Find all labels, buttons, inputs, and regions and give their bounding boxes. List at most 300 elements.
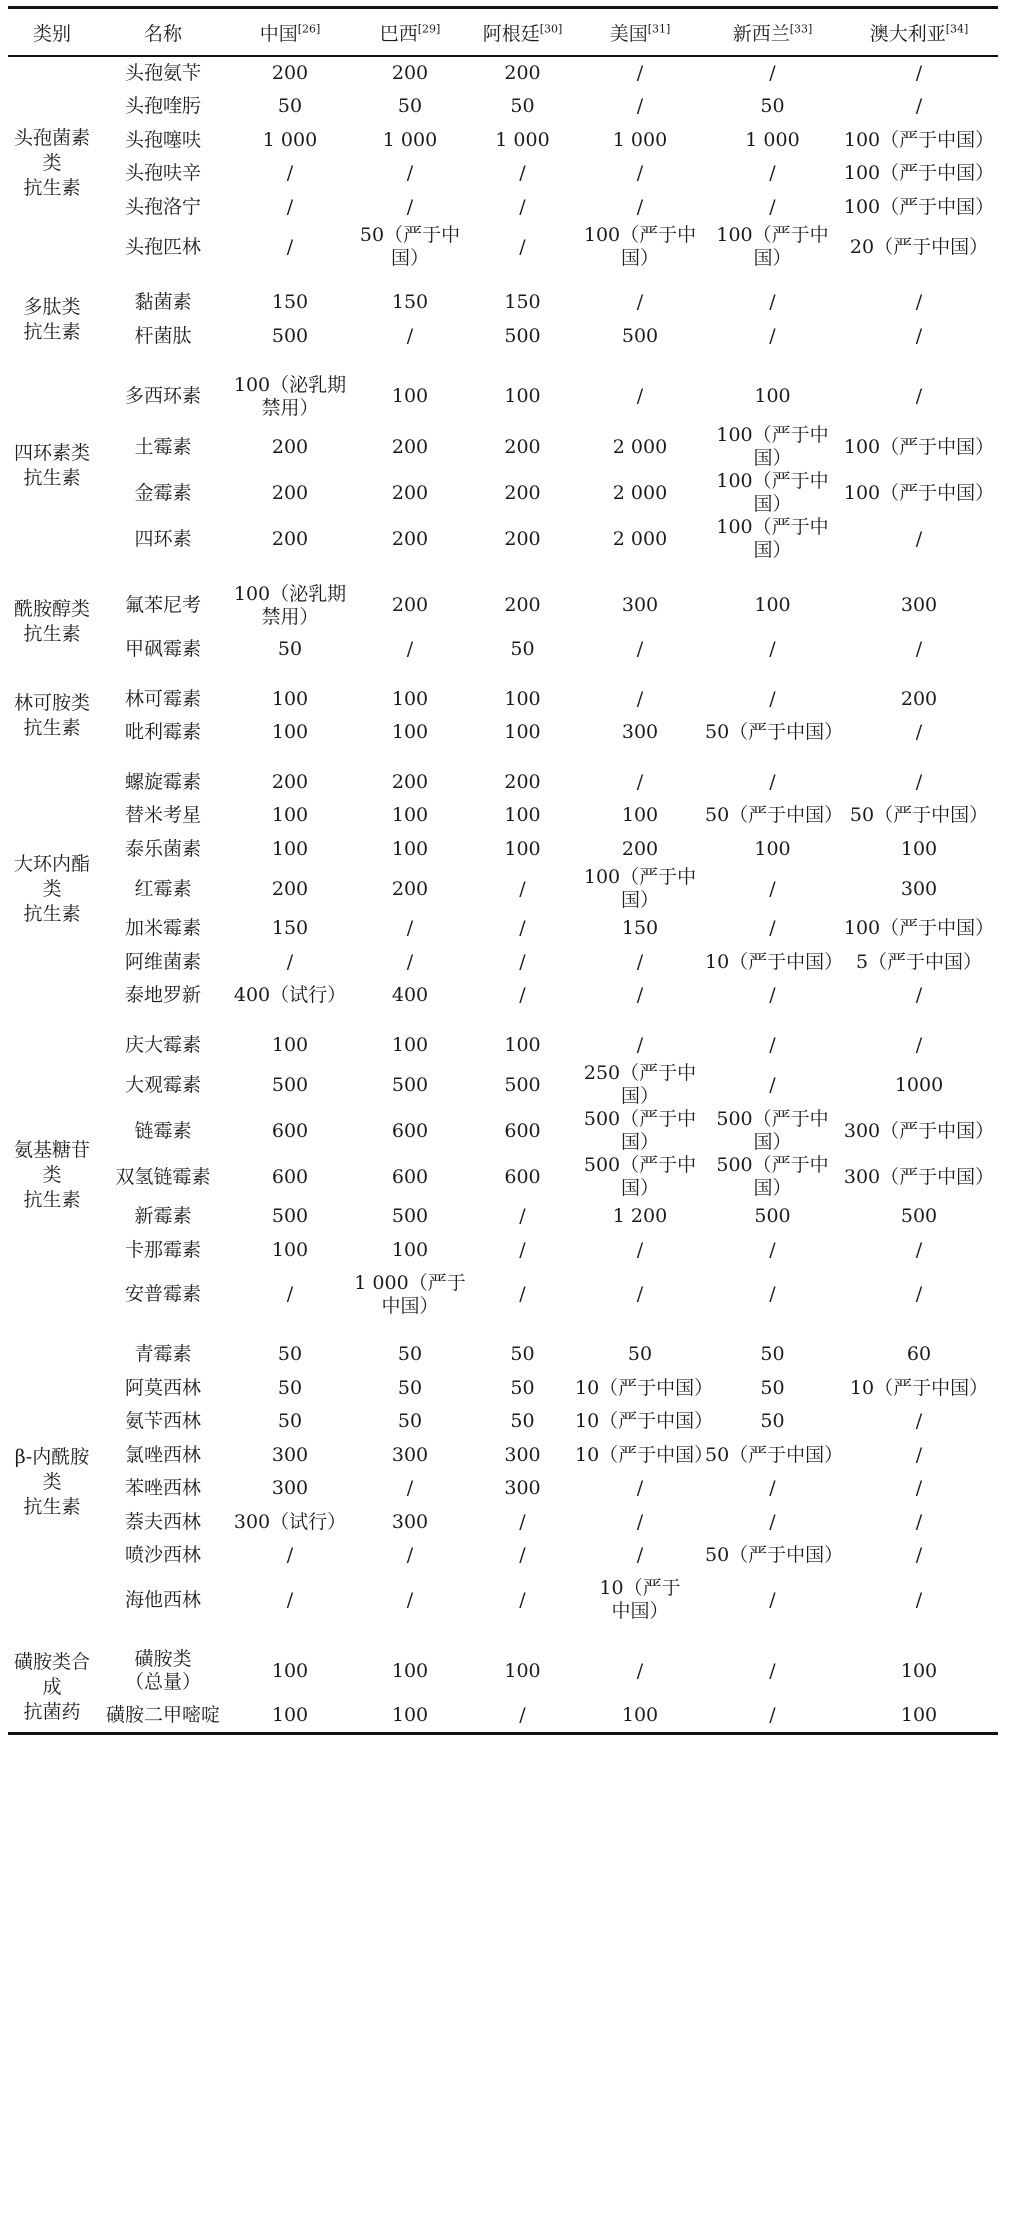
value-cell-new-zealand <box>705 320 840 354</box>
value-cell-argentina <box>470 157 575 191</box>
drug-name-cell <box>96 766 230 800</box>
value-cell-brazil <box>350 124 470 158</box>
drug-name-cell <box>96 799 230 833</box>
cell-text-line: / <box>406 950 414 973</box>
value-cell-new-zealand <box>705 1506 840 1540</box>
value-cell-brazil <box>350 320 470 354</box>
cell-text-line: 150 <box>271 917 309 940</box>
value-cell-brazil <box>350 1372 470 1406</box>
cell-text-line: 抗生素 <box>23 717 81 739</box>
citation-ref: [30] <box>539 22 563 36</box>
table-row <box>8 157 998 191</box>
group-spacer <box>8 562 998 578</box>
cell-text-line: 600 <box>504 1165 541 1188</box>
value-cell-new-zealand <box>705 1699 840 1733</box>
value-cell-australia <box>840 1405 998 1439</box>
value-cell-usa <box>575 683 705 717</box>
value-cell-usa <box>575 799 705 833</box>
group-spacer-cell <box>8 750 998 766</box>
value-cell-new-zealand <box>705 224 840 270</box>
cell-text-line: / <box>915 984 923 1007</box>
cell-text-line: 400 <box>391 984 429 1007</box>
value-cell-new-zealand <box>705 157 840 191</box>
value-cell-australia <box>840 124 998 158</box>
cell-text-line: 抗生素 <box>23 1188 81 1211</box>
value-cell-argentina <box>470 578 575 633</box>
cell-text-line: 100 <box>271 721 309 744</box>
drug-name-cell <box>96 578 230 633</box>
cell-text-line: 50 <box>760 1410 785 1433</box>
cell-text-line: 50（严于中国） <box>705 804 844 827</box>
cell-text-line: 抗生素 <box>23 320 81 343</box>
cell-text-line: 500 <box>504 1073 541 1096</box>
cell-text-line: / <box>286 235 294 258</box>
value-cell-china <box>230 1472 350 1506</box>
cell-text-line: 200 <box>271 435 309 458</box>
value-cell-new-zealand <box>705 1338 840 1372</box>
cell-text-line: 5（严于中国） <box>855 950 983 973</box>
cell-text-line: 氨苄西林 <box>124 1410 201 1433</box>
cell-text-line: 100 <box>391 385 429 407</box>
group-spacer-cell <box>8 1322 998 1338</box>
cell-text-line: 磺胺二甲嘧啶 <box>105 1703 220 1726</box>
cell-text-line: 100 <box>271 1703 309 1726</box>
value-cell-australia <box>840 1699 998 1733</box>
value-cell-brazil <box>350 1234 470 1268</box>
value-cell-brazil <box>350 1062 470 1108</box>
cell-text-line: 600 <box>271 1165 309 1188</box>
column-header <box>350 9 470 55</box>
cell-text-line: 50 <box>277 95 303 118</box>
value-cell-australia <box>840 1506 998 1540</box>
cell-text-line: 200 <box>391 61 429 84</box>
value-cell-china <box>230 1234 350 1268</box>
cell-text-line: 大观霉素 <box>124 1073 201 1096</box>
cell-text-line: 替米考星 <box>124 804 201 827</box>
cell-text-line: / <box>636 61 644 84</box>
value-cell-australia <box>840 1372 998 1406</box>
cell-text-line: 50 <box>277 1376 303 1399</box>
value-cell-brazil <box>350 1506 470 1540</box>
drug-name-cell <box>96 1472 230 1506</box>
cell-text-line: 100 <box>621 1703 659 1726</box>
value-cell-australia <box>840 191 998 225</box>
value-cell-argentina <box>470 912 575 946</box>
table-row <box>8 470 998 516</box>
value-cell-china <box>230 1405 350 1439</box>
table-row <box>8 516 998 562</box>
value-cell-usa <box>575 1539 705 1573</box>
value-cell-new-zealand <box>705 866 840 912</box>
cell-text-line: 氨基糖苷类 <box>13 1138 90 1186</box>
drug-name-cell <box>96 320 230 354</box>
value-cell-usa <box>575 1644 705 1699</box>
value-cell-argentina <box>470 224 575 270</box>
value-cell-usa <box>575 516 705 562</box>
value-cell-brazil <box>350 633 470 667</box>
table-row <box>8 57 998 91</box>
cell-text-line: 200 <box>391 770 429 793</box>
cell-text-line: 50 <box>397 1376 423 1399</box>
value-cell-argentina <box>470 633 575 667</box>
value-cell-argentina <box>470 320 575 354</box>
value-cell-china <box>230 369 350 424</box>
drug-name-cell <box>96 57 230 91</box>
cell-text-line: / <box>519 1588 526 1611</box>
cell-text-line: 磺胺类合成 <box>13 1651 90 1699</box>
value-cell-new-zealand <box>705 799 844 833</box>
cell-text-line: 200 <box>391 435 429 458</box>
cell-text-line: 抗生素 <box>23 1496 81 1519</box>
value-cell-brazil <box>350 912 470 946</box>
table-row <box>8 1338 998 1372</box>
value-cell-australia <box>840 716 998 750</box>
value-cell-australia <box>840 866 998 912</box>
value-cell-new-zealand <box>705 1472 840 1506</box>
cell-text-line: / <box>636 687 644 710</box>
cell-text-line: 100 <box>504 687 541 710</box>
value-cell-argentina <box>470 516 575 562</box>
value-cell-brazil <box>350 369 470 424</box>
value-cell-australia <box>840 1234 998 1268</box>
cell-text-line: 海他西林 <box>124 1588 201 1611</box>
cell-text-line: 抗生素 <box>23 176 81 199</box>
group-spacer-cell <box>8 1628 998 1644</box>
value-cell-brazil <box>350 191 470 225</box>
cell-text-line: 60 <box>906 1343 932 1366</box>
value-cell-china <box>230 979 350 1013</box>
cell-text-line: / <box>636 984 644 1007</box>
cell-text-line: 禁用） <box>261 396 319 419</box>
cell-text-line: / <box>636 950 644 973</box>
table-row <box>8 1267 998 1322</box>
drug-name-cell <box>96 157 230 191</box>
value-cell-china <box>230 683 350 717</box>
drug-name-cell <box>96 1267 230 1322</box>
cell-text-line: 100（严于中国） <box>716 516 829 561</box>
value-cell-usa <box>575 1234 705 1268</box>
cell-text-line: 500（严于中国） <box>716 1154 829 1199</box>
value-cell-australia <box>840 1338 998 1372</box>
value-cell-australia <box>840 1472 998 1506</box>
cell-text-line: 200 <box>391 877 429 900</box>
cell-text-line: / <box>915 1283 923 1305</box>
cell-text-line: 青霉素 <box>134 1343 192 1366</box>
value-cell-china <box>230 1267 350 1322</box>
cell-text-line: 150 <box>271 291 309 314</box>
value-cell-china <box>230 1338 350 1372</box>
value-cell-usa <box>575 946 705 980</box>
value-cell-argentina <box>470 1154 575 1200</box>
cell-text-line: 300 <box>271 1443 309 1466</box>
value-cell-australia <box>840 1062 998 1108</box>
cell-text-line: 100 <box>504 1033 541 1056</box>
value-cell-china <box>230 1573 350 1628</box>
value-cell-usa <box>575 424 705 470</box>
drug-name-cell <box>96 633 230 667</box>
value-cell-new-zealand <box>705 912 840 946</box>
table-row <box>8 946 998 980</box>
cell-text-line: 200 <box>504 61 541 84</box>
cell-text-line: 600 <box>271 1119 309 1142</box>
cell-text-line: 300 <box>621 594 659 616</box>
group-spacer-cell <box>8 353 998 369</box>
drug-name-cell <box>96 369 230 424</box>
value-cell-brazil <box>350 1573 470 1628</box>
value-cell-new-zealand <box>705 516 840 562</box>
cell-text-line: / <box>769 917 776 940</box>
value-cell-australia <box>840 1439 998 1473</box>
cell-text-line: 50（严于中国） <box>705 1544 844 1567</box>
value-cell-new-zealand <box>705 191 840 225</box>
cell-text-line: / <box>915 1588 923 1611</box>
value-cell-australia <box>840 320 998 354</box>
value-cell-argentina <box>470 1699 575 1733</box>
value-cell-brazil <box>350 424 470 470</box>
cell-text-line: 300（试行） <box>233 1510 347 1533</box>
table-row <box>8 578 998 633</box>
drug-name-cell <box>96 1372 230 1406</box>
value-cell-china <box>230 833 350 867</box>
cell-text-line: / <box>286 1283 294 1305</box>
value-cell-brazil <box>350 1699 470 1733</box>
table-row <box>8 286 998 320</box>
value-cell-usa <box>575 1405 714 1439</box>
cell-text-line: / <box>636 770 644 793</box>
citation-ref: [33] <box>789 22 813 36</box>
category-cell <box>8 578 96 667</box>
cell-text-line: 50 <box>510 1376 535 1399</box>
column-header-label: 中国 <box>259 22 298 45</box>
value-cell-brazil <box>350 1644 470 1699</box>
value-cell-usa <box>575 578 705 633</box>
value-cell-brazil <box>350 946 470 980</box>
drug-name-cell <box>96 470 230 516</box>
table-row <box>8 1154 998 1200</box>
cell-text-line: 1000 <box>894 1073 944 1096</box>
value-cell-new-zealand <box>705 286 840 320</box>
cell-text-line: 喷沙西林 <box>124 1544 201 1567</box>
value-cell-argentina <box>470 866 575 912</box>
drug-name-cell <box>96 833 230 867</box>
cell-text-line: / <box>915 291 923 314</box>
value-cell-brazil <box>350 90 470 124</box>
cell-text-line: / <box>769 1588 776 1611</box>
value-cell-australia <box>840 578 998 633</box>
table-row <box>8 369 998 424</box>
cell-text-line: 吡利霉素 <box>124 721 201 744</box>
cell-text-line: 头孢洛宁 <box>124 195 201 218</box>
value-cell-argentina <box>470 946 575 980</box>
table-row <box>8 1062 998 1108</box>
cell-text-line: 螺旋霉素 <box>124 770 201 793</box>
value-cell-australia <box>840 946 998 980</box>
cell-text-line: / <box>519 1283 526 1305</box>
value-cell-argentina <box>470 833 575 867</box>
value-cell-brazil <box>350 1029 470 1063</box>
cell-text-line: / <box>636 1477 644 1500</box>
cell-text-line: 500 <box>391 1073 429 1096</box>
cell-text-line: 阿莫西林 <box>124 1376 201 1399</box>
drug-name-cell <box>96 912 230 946</box>
value-cell-china <box>230 766 350 800</box>
drug-name-cell <box>96 1573 230 1628</box>
category-cell <box>8 1029 96 1323</box>
cell-text-line: / <box>769 687 776 710</box>
value-cell-usa <box>575 1699 705 1733</box>
value-cell-china <box>230 799 350 833</box>
cell-text-line: 磺胺类 <box>134 1648 192 1670</box>
cell-text-line: / <box>915 324 923 347</box>
cell-text-line: / <box>519 950 526 973</box>
value-cell-usa <box>575 766 705 800</box>
cell-text-line: / <box>636 385 644 407</box>
cell-text-line: β-内酰胺类 <box>14 1446 90 1494</box>
table-row <box>8 833 998 867</box>
value-cell-usa <box>575 57 705 91</box>
cell-text-line: 100 <box>391 687 429 710</box>
drug-name-cell <box>96 946 230 980</box>
drug-name-cell <box>96 1539 230 1573</box>
value-cell-argentina <box>470 369 575 424</box>
value-cell-usa <box>575 1108 705 1154</box>
cell-text-line: 100 <box>504 385 541 407</box>
value-cell-argentina <box>470 1062 575 1108</box>
value-cell-argentina <box>470 1234 575 1268</box>
cell-text-line: 100 <box>754 594 791 616</box>
cell-text-line: 200 <box>391 481 429 504</box>
value-cell-new-zealand <box>705 979 840 1013</box>
column-header-label: 新西兰 <box>732 22 790 45</box>
cell-text-line: 500（严于中国） <box>716 1108 829 1153</box>
value-cell-new-zealand <box>705 716 844 750</box>
cell-text-line: / <box>636 1510 644 1533</box>
cell-text-line: 头孢呋辛 <box>124 162 201 185</box>
cell-text-line: / <box>286 950 294 973</box>
cell-text-line: / <box>519 162 526 185</box>
value-cell-argentina <box>470 716 575 750</box>
value-cell-australia <box>840 1573 998 1628</box>
cell-text-line: / <box>769 770 776 793</box>
cell-text-line: 600 <box>391 1119 429 1142</box>
cell-text-line: 100（严于中国） <box>843 128 995 151</box>
value-cell-argentina <box>470 1267 575 1322</box>
value-cell-australia <box>840 633 998 667</box>
category-cell <box>8 57 96 271</box>
value-cell-australia <box>840 912 998 946</box>
table-row <box>8 124 998 158</box>
cell-text-line: 1 000 <box>745 128 800 151</box>
group-spacer-cell <box>8 562 998 578</box>
value-cell-brazil <box>350 1154 470 1200</box>
table-row <box>8 799 998 833</box>
value-cell-brazil <box>350 979 470 1013</box>
drug-name-cell <box>96 224 230 270</box>
value-cell-usa <box>575 1154 705 1200</box>
cell-text-line: 头孢氨苄 <box>124 61 201 84</box>
value-cell-usa <box>575 470 705 516</box>
table-row <box>8 716 998 750</box>
table-row <box>8 1472 998 1506</box>
cell-text-line: 300 <box>621 721 659 744</box>
cell-text-line: 200 <box>271 527 309 550</box>
cell-text-line: / <box>915 638 923 661</box>
cell-text-line: / <box>769 1659 776 1682</box>
cell-text-line: 50（严于中国） <box>705 1443 844 1466</box>
cell-text-line: 中国） <box>611 1600 669 1622</box>
drug-name-cell <box>96 1062 230 1108</box>
value-cell-argentina <box>470 57 575 91</box>
cell-text-line: 100（严于中国） <box>843 162 995 185</box>
table-row <box>8 1699 998 1733</box>
value-cell-argentina <box>470 1439 575 1473</box>
cell-text-line: / <box>769 1703 776 1726</box>
column-header-label: 类别 <box>32 22 71 45</box>
cell-text-line: / <box>769 291 776 314</box>
cell-text-line: / <box>636 195 644 218</box>
cell-text-line: 400（试行） <box>233 984 347 1007</box>
cell-text-line: / <box>519 1510 526 1533</box>
category-cell <box>8 286 96 353</box>
cell-text-line: 10（严于中国） <box>575 1376 714 1399</box>
cell-text-line: / <box>636 291 644 314</box>
value-cell-new-zealand <box>705 578 840 633</box>
value-cell-argentina <box>470 1029 575 1063</box>
value-cell-usa <box>575 1267 705 1322</box>
value-cell-new-zealand <box>705 424 840 470</box>
value-cell-australia <box>840 833 998 867</box>
value-cell-new-zealand <box>705 369 840 424</box>
category-cell <box>8 766 96 1013</box>
drug-name-cell <box>96 1154 230 1200</box>
cell-text-line: 100（泌乳期 <box>233 373 347 396</box>
value-cell-usa <box>575 369 705 424</box>
group-spacer <box>8 1628 998 1644</box>
value-cell-new-zealand <box>705 833 840 867</box>
value-cell-australia <box>840 57 998 91</box>
value-cell-australia <box>840 90 998 124</box>
value-cell-new-zealand <box>705 1539 844 1573</box>
cell-text-line: 甲砜霉素 <box>124 638 201 661</box>
value-cell-usa <box>575 1439 714 1473</box>
cell-text-line: 100 <box>754 385 791 407</box>
cell-text-line: 50 <box>397 1343 423 1366</box>
cell-text-line: 50 <box>277 1410 303 1433</box>
table-row <box>8 191 998 225</box>
drug-name-cell <box>96 1338 230 1372</box>
cell-text-line: / <box>769 984 776 1007</box>
group-spacer <box>8 353 998 369</box>
cell-text-line: 150 <box>504 291 541 314</box>
value-cell-china <box>230 1506 350 1540</box>
cell-text-line: 300 <box>391 1443 429 1466</box>
value-cell-new-zealand <box>705 1573 840 1628</box>
cell-text-line: / <box>519 1238 526 1261</box>
cell-text-line: 新霉素 <box>134 1205 192 1228</box>
value-cell-china <box>230 57 350 91</box>
drug-name-cell <box>96 683 230 717</box>
value-cell-australia <box>840 1108 998 1154</box>
value-cell-new-zealand <box>705 1029 840 1063</box>
cell-text-line: / <box>915 1443 923 1466</box>
value-cell-brazil <box>350 1108 470 1154</box>
cell-text-line: / <box>915 721 923 744</box>
cell-text-line: / <box>519 1205 526 1228</box>
value-cell-usa <box>575 1372 714 1406</box>
value-cell-china <box>230 191 350 225</box>
cell-text-line: 10（严于中国） <box>705 950 844 973</box>
drug-name-cell <box>96 191 230 225</box>
